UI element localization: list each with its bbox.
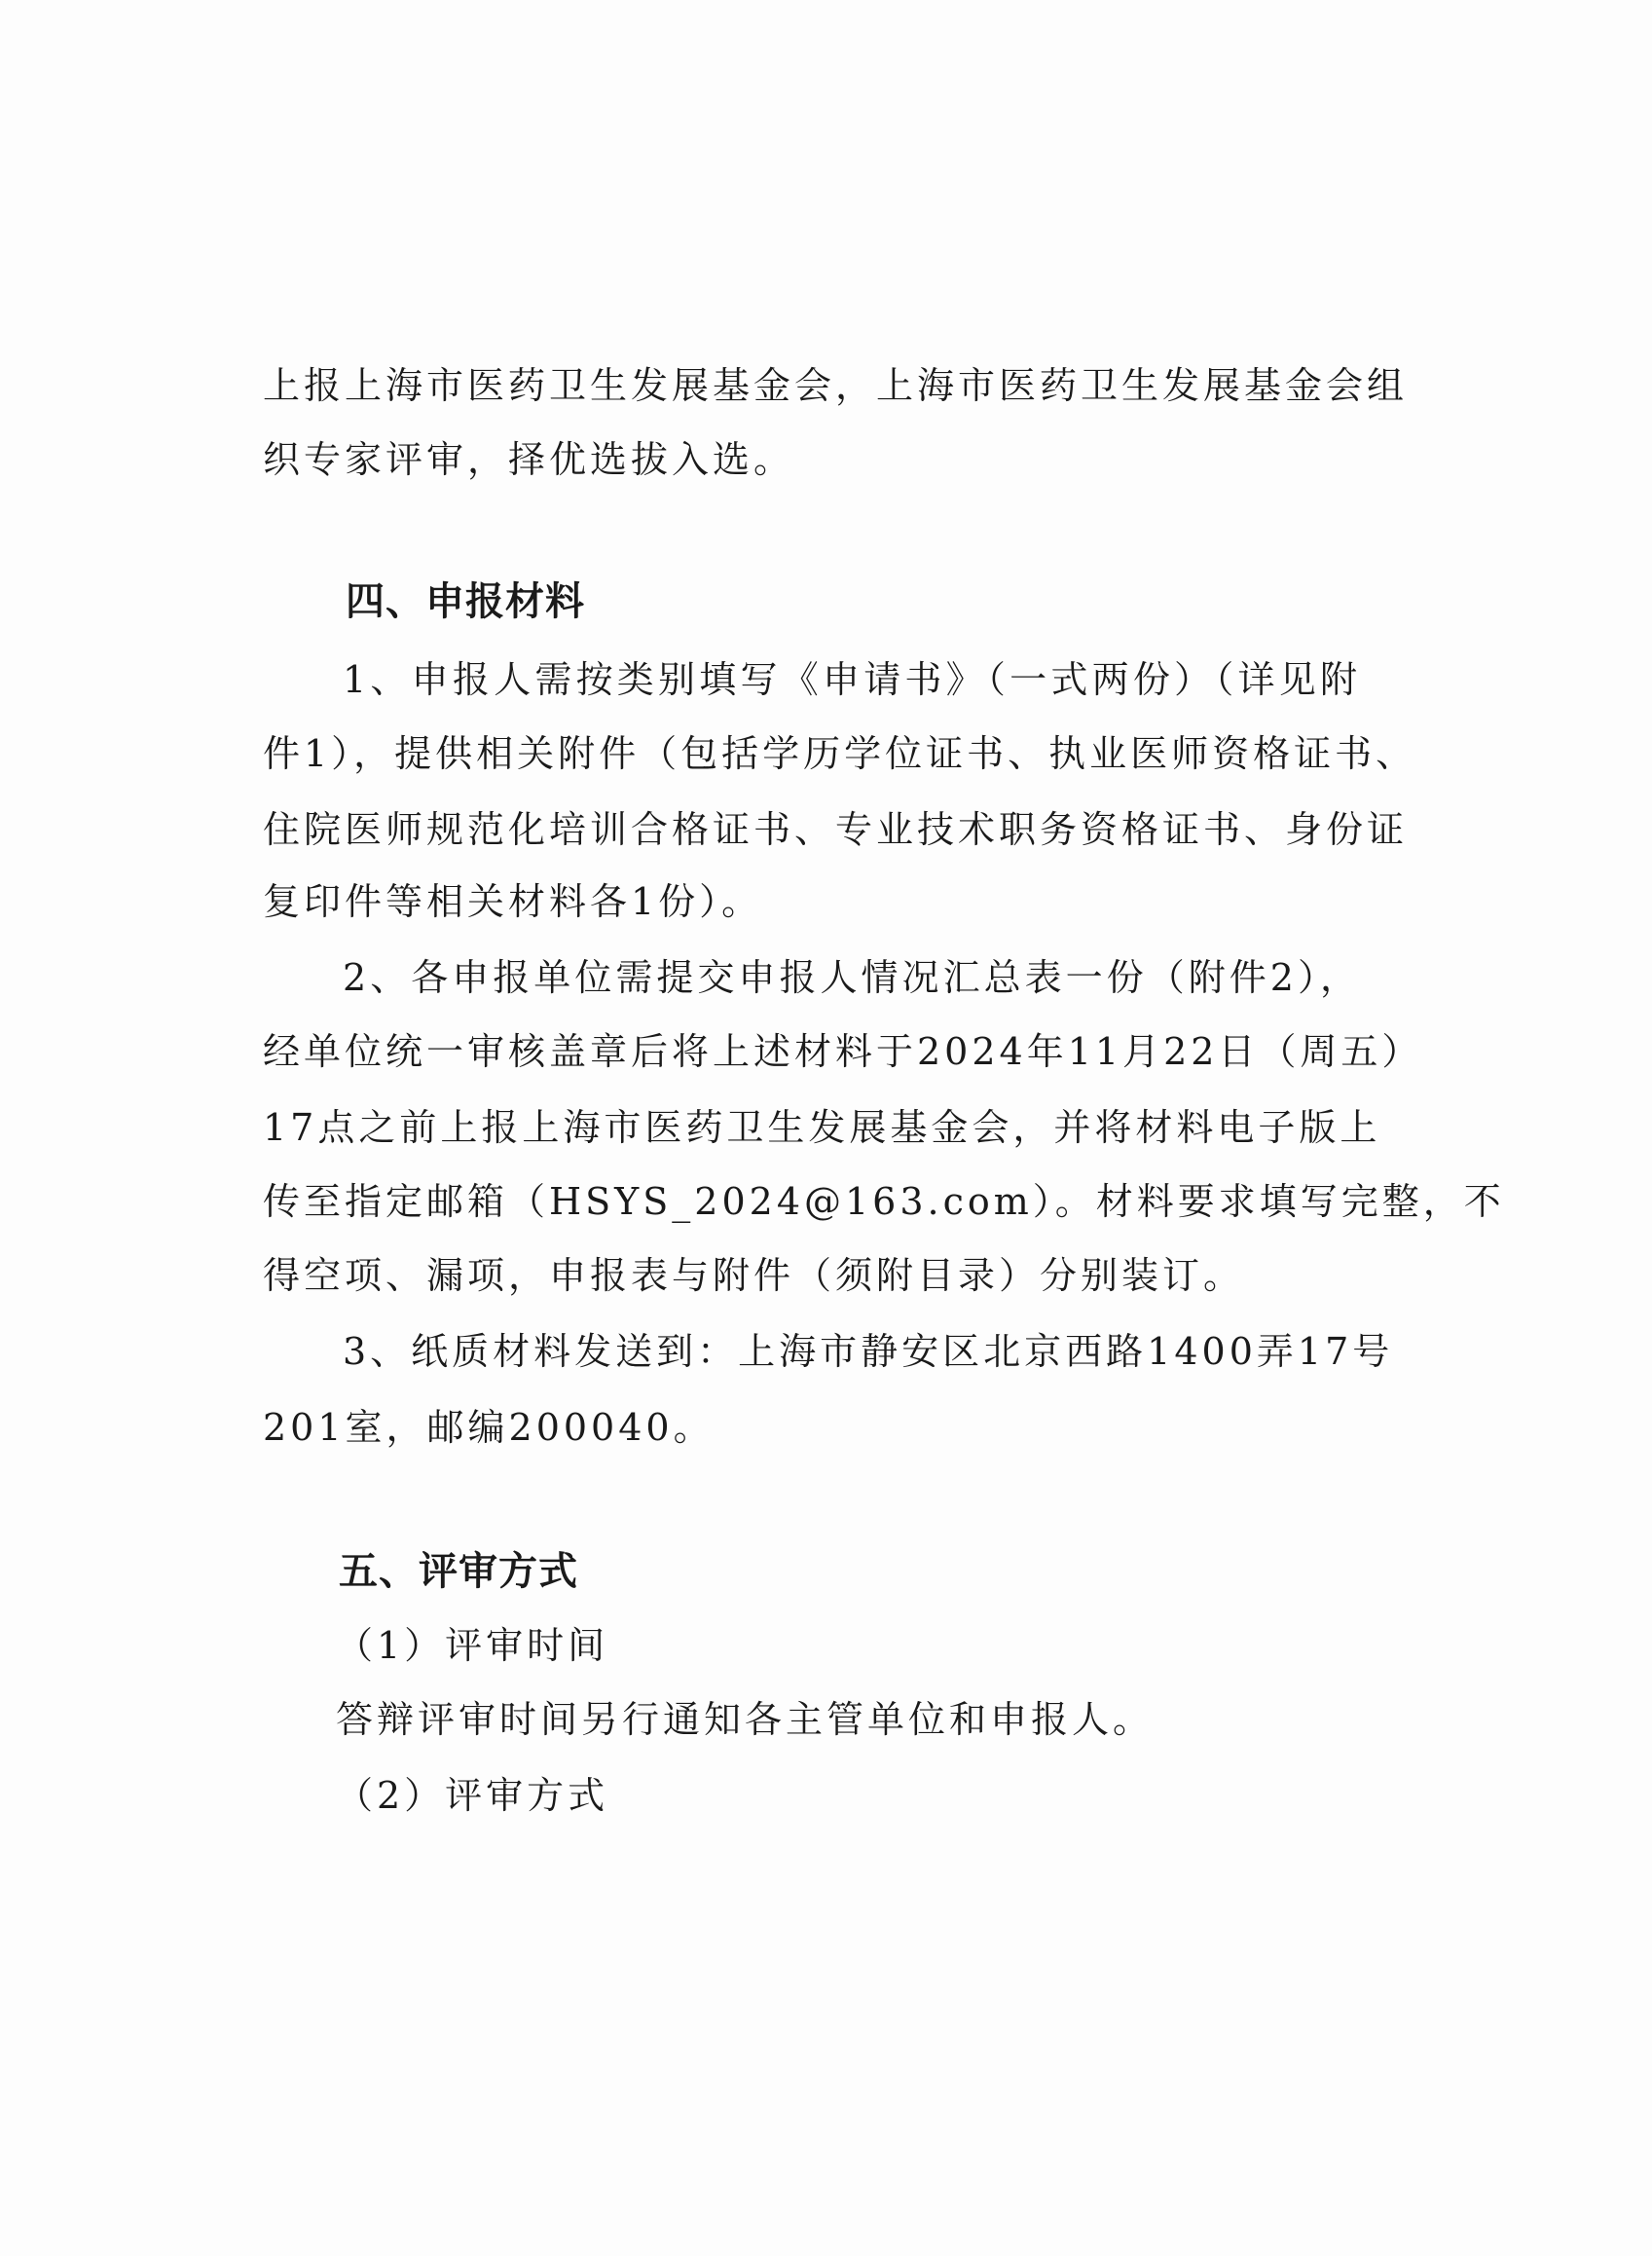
paragraph-line: 复印件等相关材料各1份）。 [263,880,763,923]
section-heading-4: 四、申报材料 [346,579,585,624]
subsection-label: （1）评审时间 [336,1624,609,1667]
paragraph-line: 201室，邮编200040。 [263,1406,715,1449]
paragraph-line: 经单位统一审核盖章后将上述材料于2024年11月22日（周五） [263,1030,1423,1073]
paragraph-line: 住院医师规范化培训合格证书、专业技术职务资格证书、身份证 [263,808,1409,851]
subsection-label: （2）评审方式 [336,1774,609,1817]
paragraph-line: 2、各申报单位需提交申报人情况汇总表一份（附件2）， [343,956,1361,999]
paragraph-line: 1、申报人需按类别填写《申请书》（一式两份）（详见附 [343,658,1361,701]
section-heading-5: 五、评审方式 [339,1549,578,1594]
paragraph-line: 织专家评审，择优选拔入选。 [263,438,795,481]
paragraph-line: 17点之前上报上海市医药卫生发展基金会，并将材料电子版上 [263,1106,1381,1149]
paragraph-line: 答辩评审时间另行通知各主管单位和申报人。 [336,1698,1155,1741]
paragraph-line: 件1），提供相关附件（包括学历学位证书、执业医师资格证书、 [263,732,1417,775]
paragraph-line: 上报上海市医药卫生发展基金会，上海市医药卫生发展基金会组 [263,364,1409,407]
paragraph-line: 得空项、漏项，申报表与附件（须附目录）分别装订。 [263,1254,1245,1297]
paragraph-line: 传至指定邮箱（HSYS_2024@163.com）。材料要求填写完整，不 [263,1180,1505,1223]
paragraph-line: 3、纸质材料发送到：上海市静安区北京西路1400弄17号 [343,1330,1394,1373]
